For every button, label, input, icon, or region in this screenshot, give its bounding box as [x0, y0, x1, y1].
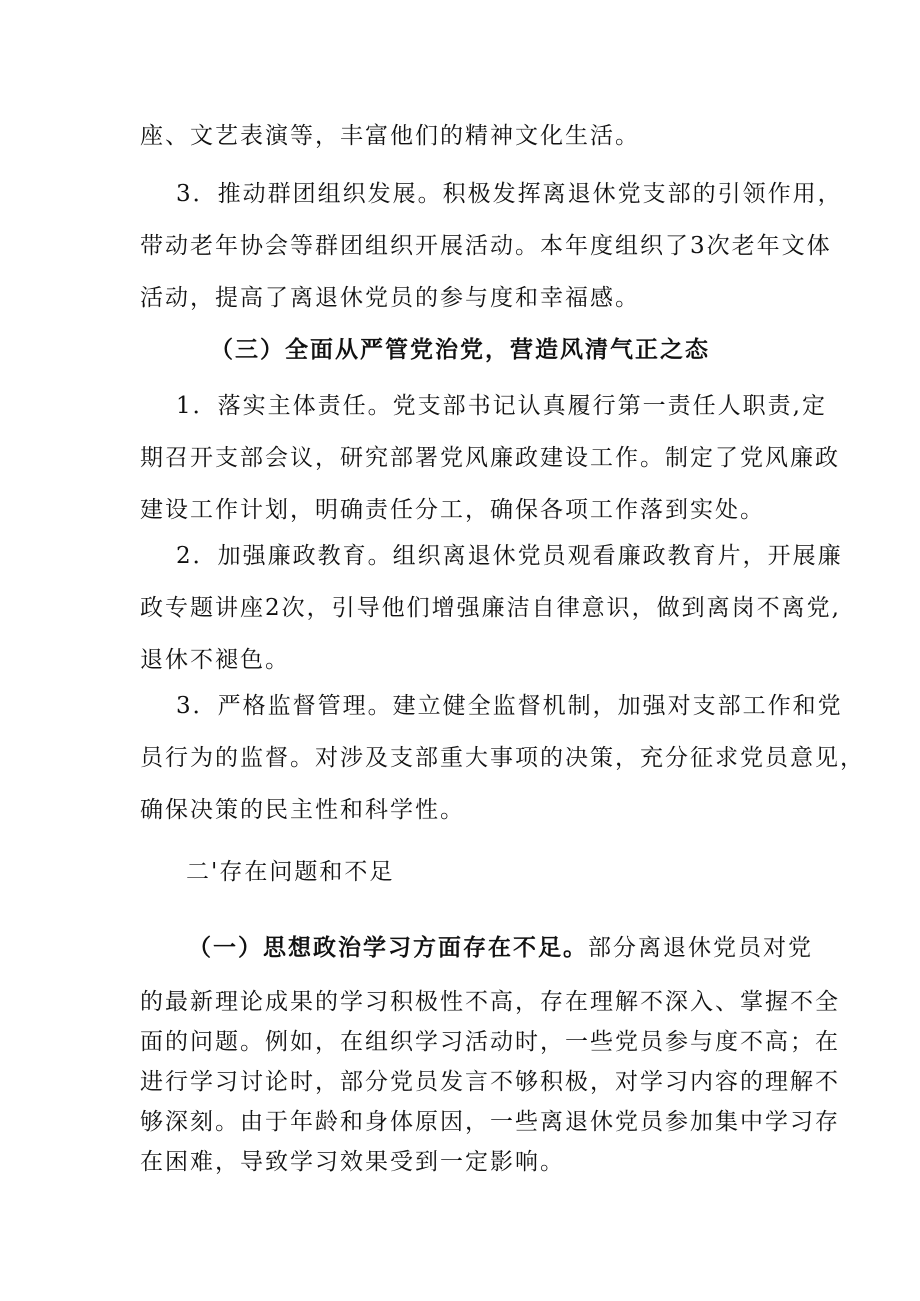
text-line: 在困难，导致学习效果受到一定影响。 [140, 1149, 565, 1175]
bold-lead: （一）思想政治学习方面存在不足。 [188, 934, 588, 961]
text-line: 期召开支部会议，研究部署党风廉政建设工作。制定了党风廉政 [140, 445, 840, 471]
text-line: 1．落实主体责任。党支部书记认真履行第一责任人职责,定 [176, 393, 827, 419]
text-line: 3．推动群团组织发展。积极发挥离退休党支部的引领作用， [176, 181, 843, 207]
text-line: 政专题讲座2次，引导他们增强廉洁自律意识，做到离岗不离党, [140, 595, 841, 621]
section-heading-problems: 二'存在问题和不足 [186, 859, 395, 885]
text-line: 3．严格监督管理。建立健全监督机制，加强对支部工作和党 [176, 693, 843, 719]
text-line: 面的问题。例如，在组织学习活动时，一些党员参与度不高；在 [140, 1029, 840, 1055]
paragraph-supervision [140, 680, 865, 836]
text-line [140, 922, 813, 974]
text-line: 的最新理论成果的学习积极性不高，存在理解不深入、掌握不全 [140, 989, 840, 1015]
paragraph-culture-life [140, 110, 790, 162]
text-line: 带动老年协会等群团组织开展活动。本年度组织了3次老年文体 [140, 233, 832, 259]
paragraph-integrity-education [140, 530, 843, 686]
paragraph-group-organizations [140, 168, 843, 324]
text-line: 建设工作计划，明确责任分工，确保各项工作落到实处。 [140, 497, 765, 523]
text-line: 员行为的监督。对涉及支部重大事项的决策，充分征求党员意见， [140, 745, 865, 771]
paragraph-main-responsibility [140, 380, 840, 536]
text-line: 座、文艺表演等，丰富他们的精神文化生活。 [140, 123, 640, 149]
text-line: 进行学习讨论时，部分党员发言不够积极，对学习内容的理解不 [140, 1069, 840, 1095]
section-heading-three: （三）全面从严管党治党，营造风清气正之态 [210, 336, 710, 363]
lead-rest: 部分离退休党员对党 [588, 935, 813, 961]
text-line: 够深刻。由于年龄和身体原因，一些离退休党员参加集中学习存 [140, 1109, 840, 1135]
text-line: 活动，提高了离退休党员的参与度和幸福感。 [140, 285, 640, 311]
text-line: 退休不褪色。 [140, 647, 290, 673]
text-line: 2．加强廉政教育。组织离退休党员观看廉政教育片，开展廉 [176, 543, 843, 569]
paragraph-study-deficiency [140, 922, 840, 1182]
text-line: 确保决策的民主性和科学性。 [140, 797, 465, 823]
